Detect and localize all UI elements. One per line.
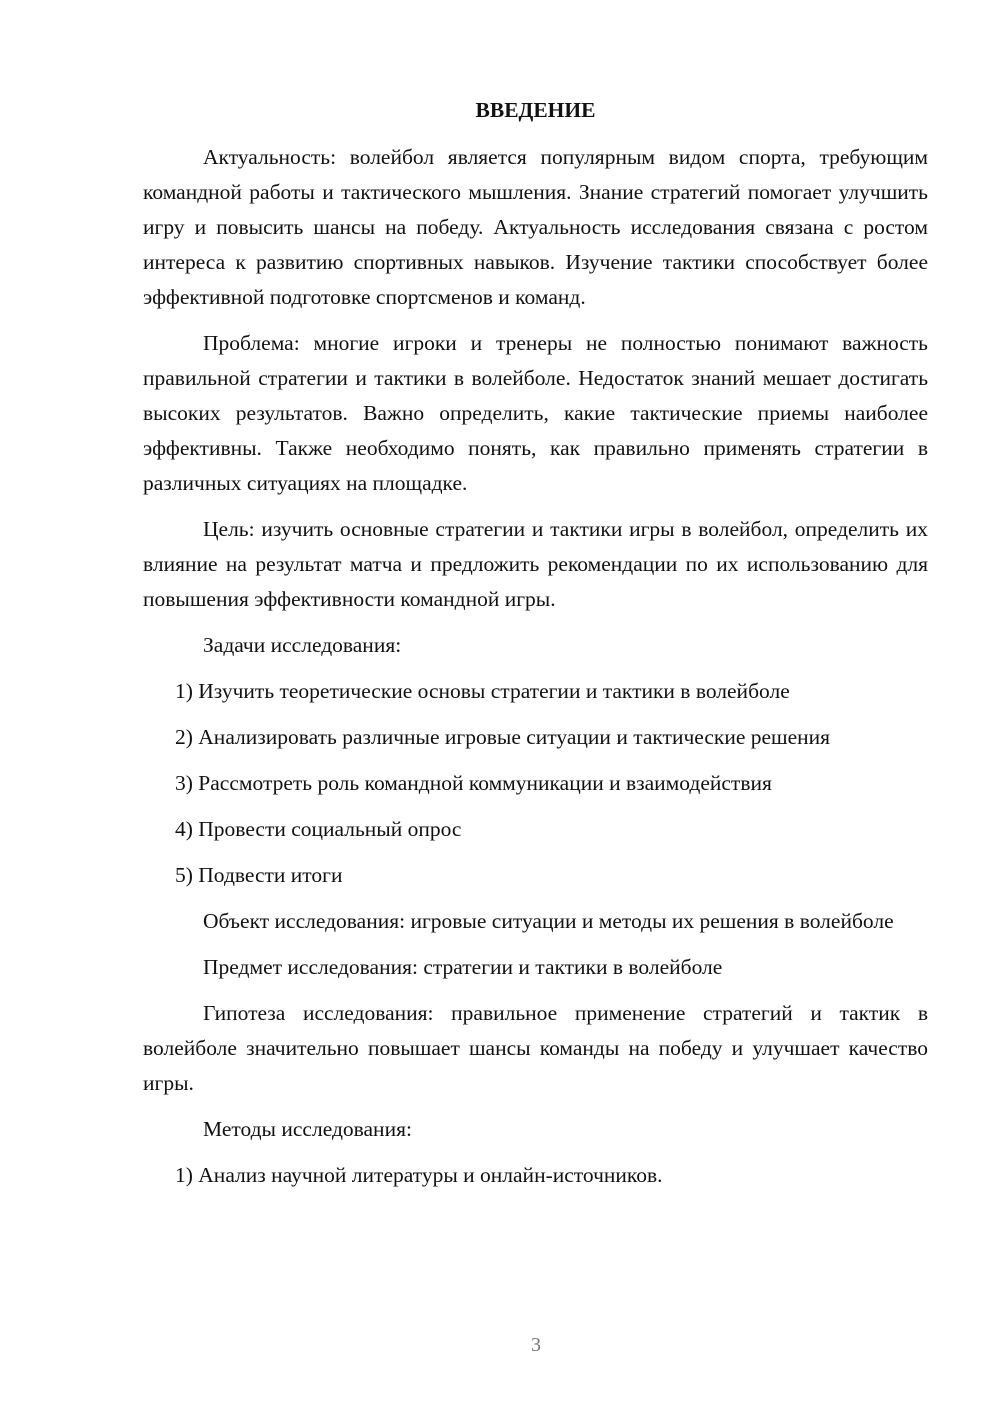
method-item: 1) Анализ научной литературы и онлайн-источников. [175, 1163, 663, 1187]
methods-heading: Методы исследования: [203, 1117, 412, 1141]
tasks-heading: Задачи исследования: [203, 633, 402, 657]
section-title: ВВЕДЕНИЕ [475, 98, 596, 122]
task-item: 1) Изучить теоретические основы стратегии и тактики в волейболе [175, 679, 790, 703]
page-number: 3 [531, 1334, 541, 1356]
relevance-paragraph: Актуальность: волейбол является популярным видом спорта, требующим командной работы и тактического мышления. Знание стратегий помогает улучшить игру и повысить шансы на победу. Актуальность исследования связана с ростом интереса к развитию спортивных навыков. Изучение тактики способствует более эффективной подготовке спортсменов и команд. [143, 145, 928, 309]
hypothesis-paragraph: Гипотеза исследования: правильное применение стратегий и тактик в волейболе значительно повышает шансы команды на победу и улучшает качество игры. [143, 1001, 928, 1095]
task-item: 5) Подвести итоги [175, 863, 343, 887]
task-item: 2) Анализировать различные игровые ситуации и тактические решения [175, 725, 831, 749]
task-item: 4) Провести социальный опрос [175, 817, 462, 841]
object-paragraph: Объект исследования: игровые ситуации и методы их решения в волейболе [203, 909, 894, 933]
problem-paragraph: Проблема: многие игроки и тренеры не полностью понимают важность правильной стратегии и тактики в волейболе. Недостаток знаний мешает достигать высоких результатов. Важно определить, какие тактические приемы наиболее эффективны. Также необходимо понять, как правильно применять стратегии в различных ситуациях на площадке. [143, 331, 928, 495]
goal-paragraph: Цель: изучить основные стратегии и тактики игры в волейбол, определить их влияние на результат матча и предложить рекомендации по их использованию для повышения эффективности командной игры. [143, 517, 928, 611]
subject-paragraph: Предмет исследования: стратегии и тактики в волейболе [203, 955, 723, 979]
task-item: 3) Рассмотреть роль командной коммуникации и взаимодействия [175, 771, 772, 795]
page-content [143, 93, 928, 1204]
